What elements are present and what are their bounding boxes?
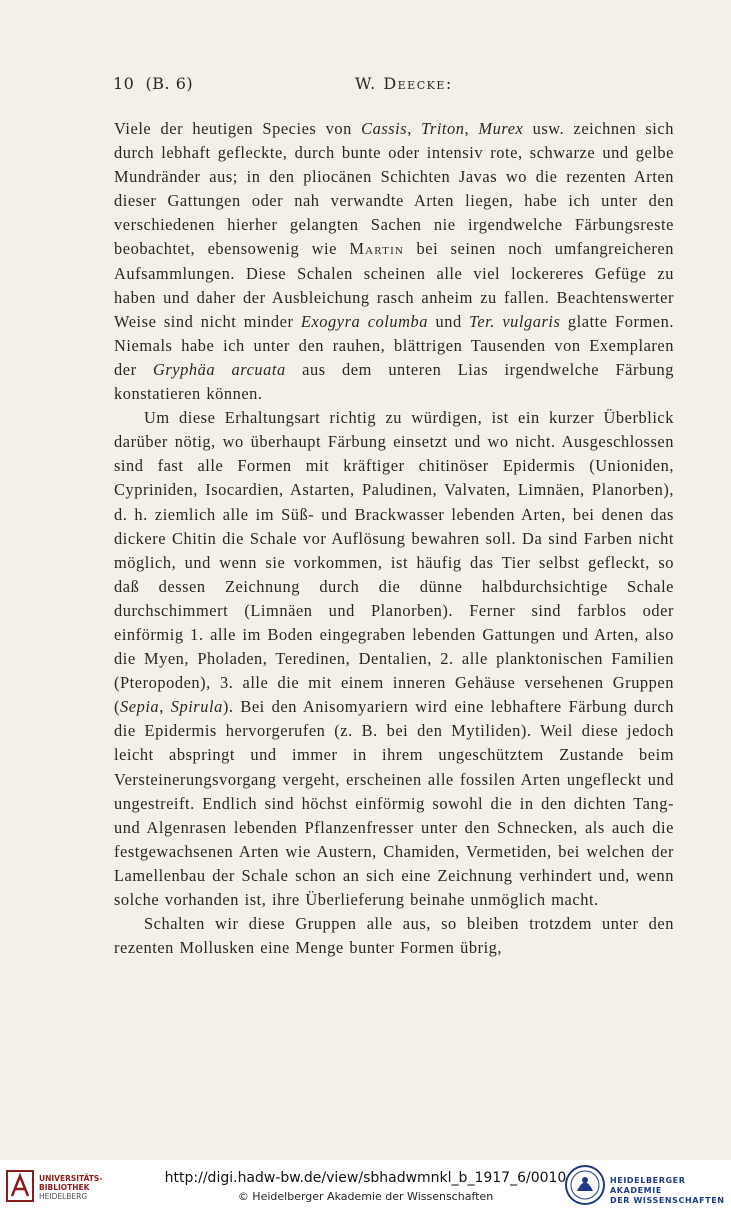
italic-term: Triton: [421, 119, 465, 138]
text-run: ,: [407, 119, 422, 138]
author-citation: Martin: [349, 239, 405, 259]
copyright-notice: © Heidelberger Akademie der Wissenschaften: [237, 1190, 494, 1203]
paragraph-3: [114, 912, 674, 960]
italic-term: Spirula: [170, 697, 223, 717]
page-number: 10 (B. 6): [113, 74, 194, 93]
academy-seal-icon: [564, 1164, 606, 1206]
text-run: aus dem unteren Lias irgendwelche Färbung konstatieren können.: [114, 359, 675, 404]
text-run: ,: [464, 119, 479, 138]
running-head: [113, 74, 673, 96]
section-label: (B. 6): [145, 74, 194, 93]
footer-bar: [0, 1160, 731, 1209]
text-run: Schalten wir diese Gruppen alle aus, so bleiben trotzdem unter den rezenten Mollusken eine Menge bunter Formen übrig,: [114, 914, 674, 958]
library-name: UNIVERSITÄTS- BIBLIOTHEK HEIDELBERG: [39, 1174, 103, 1201]
text-run: und: [428, 311, 470, 331]
body-text: [114, 117, 674, 960]
academy-name: HEIDELBERGER AKADEMIE DER WISSENSCHAFTEN: [610, 1176, 725, 1205]
text-run: ). Bei den Anisomyariern wird eine lebhaftere Färbung durch die Epidermis hervorgerufen (z. B. bei den Mytiliden). Weil diese jedoch leicht abspringt und immer in ihrem ungeschütztem Zustande beim Versteinerungsvorgang vergeht, erscheinen alle fossilen Arten ungefleckt und ungestreift. Endlich sind höchst einförmig sowohl die in den dichten Tang- und Algenrasen lebenden Pflanzenfresser unter den Schnecken, als auch die festgewachsenen Arten wie Austern, Chamiden, Vermetiden, bei welchen der Lamellenbau der Schale schon an sich eine Zeichnung verhindert und, wenn solche vorhanden ist, ihre Überlieferung beinahe unmöglich macht.: [114, 697, 674, 909]
italic-term: Exogyra columba: [300, 311, 429, 331]
italic-term: Sepia: [120, 697, 160, 717]
text-run: ,: [159, 697, 171, 717]
permalink-url[interactable]: http://digi.hadw-bw.de/view/sbhadwmnkl_b_1917_6/0010: [164, 1170, 567, 1186]
italic-term: Cassis: [361, 119, 408, 138]
author-name: W. Deecke:: [355, 74, 453, 93]
academy-logo[interactable]: [564, 1164, 729, 1206]
text-run: bei seinen noch umfangreicheren Aufsammlungen. Diese Schalen scheinen alle viel lockereres Gefüge zu haben und daher der Ausbleichung rasch anheim zu fallen. Beachtenswerter Weise sind nicht minder: [114, 239, 674, 331]
text-run: glatte Formen. Niemals habe ich unter den rauhen, blättrigen Tausenden von Exemplaren der: [114, 311, 674, 379]
italic-term: Gryphäa arcuata: [152, 359, 286, 379]
paragraph-1: [114, 117, 674, 406]
italic-term: Ter. vulgaris: [469, 311, 561, 331]
text-run: Um diese Erhaltungsart richtig zu würdigen, ist ein kurzer Überblick darüber nötig, wo überhaupt Färbung einsetzt und wo nicht. Ausgeschlossen sind fast alle Formen mit kräftiger chitinöser Epidermis (Unioniden, Cypriniden, Isocardien, Astarten, Paludinen, Valvaten, Limnäen, Planorben), d. h. ziemlich alle im Süß- und Brackwasser lebenden Arten, bei denen das dickere Chitin die Schale vor Auflösung bewahren soll. Da sind Farben nicht möglich, und wenn sie vorkommen, ist häufig das Tier selbst gefleckt, so daß dessen Zeichnung durch die dünne halbdurchsichtige Schale durchschimmert (Limnäen und Planorben). Ferner sind farblos oder einförmig 1. alle im Boden eingegraben lebenden Gattungen und Arten, also die Myen, Pholaden, Teredinen, Dentalien, 2. alle planktonischen Familien (Pteropoden), 3. alle die mit einem inneren Gehäuse versehenen Gruppen (: [114, 408, 674, 717]
paragraph-2: [114, 406, 674, 912]
text-run: Viele der heutigen Species von: [114, 119, 362, 138]
text-run: usw. zeichnen sich durch lebhaft gefleckte, durch bunte oder intensiv rote, schwarze und gelbe Mundränder aus; in den pliocänen Schichten Javas wo die rezenten Arten dieser Gattungen oder nah verwandte Arten liegen, habe ich unter den verschiedenen hierher gelangten Sachen nie irgendwelche Färbungsreste beobachtet, ebensowenig wie: [114, 119, 674, 259]
italic-term: Murex: [478, 119, 524, 138]
